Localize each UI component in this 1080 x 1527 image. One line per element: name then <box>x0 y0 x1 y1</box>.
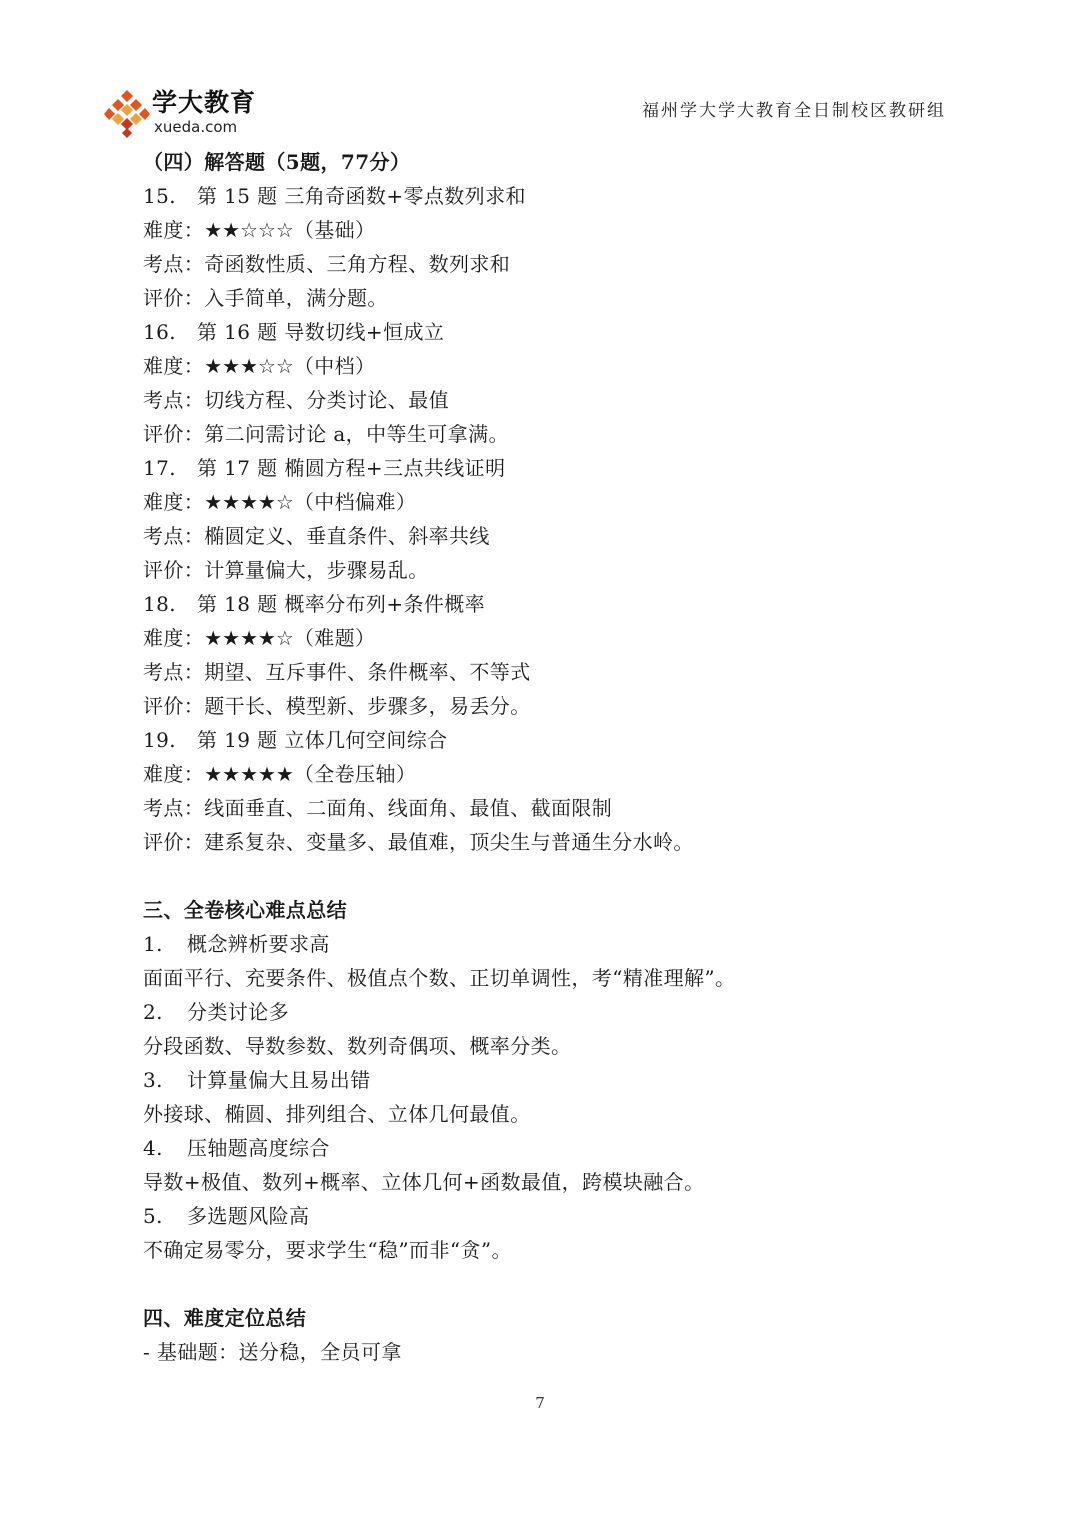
spacer <box>143 859 1023 893</box>
spacer <box>143 1267 1023 1301</box>
question-title-text: 第 15 题 三角奇函数+零点数列求和 <box>197 184 526 208</box>
difficulty-stars: ★★★☆☆ <box>204 354 294 378</box>
summary-item-detail: 不确定易零分，要求学生“稳”而非“贪”。 <box>143 1238 512 1262</box>
difficulty-row <box>143 621 1023 655</box>
comment: 评价：题干长、模型新、步骤多，易丢分。 <box>143 694 531 718</box>
question-title <box>143 587 1023 621</box>
question-number: 15. <box>143 184 177 208</box>
question-title-text: 第 19 题 立体几何空间综合 <box>197 728 448 752</box>
question-title <box>143 179 1023 213</box>
key-points: 考点：切线方程、分类讨论、最值 <box>143 388 449 412</box>
difficulty-note: （基础） <box>293 218 376 242</box>
question-title <box>143 451 1023 485</box>
difficulty-note: （难题） <box>293 626 376 650</box>
question-title-text: 第 18 题 概率分布列+条件概率 <box>197 592 486 616</box>
difficulty-row <box>143 757 1023 791</box>
difficulty-label: 难度： <box>143 354 205 378</box>
positioning-item: - 基础题：送分稳，全员可拿 <box>143 1340 402 1364</box>
key-points: 考点：期望、互斥事件、条件概率、不等式 <box>143 660 531 684</box>
summary-item-title <box>143 1063 1023 1097</box>
summary-item-title-text: 概念辨析要求高 <box>187 932 330 956</box>
difficulty-label: 难度： <box>143 762 205 786</box>
xueda-logo <box>104 88 264 140</box>
difficulty-row <box>143 349 1023 383</box>
comment: 评价：第二问需讨论 a，中等生可拿满。 <box>143 422 509 446</box>
comment: 评价：建系复杂、变量多、最值难，顶尖生与普通生分水岭。 <box>143 830 694 854</box>
question-title-text: 第 16 题 导数切线+恒成立 <box>197 320 445 344</box>
summary-item-title-text: 分类讨论多 <box>187 1000 289 1024</box>
question-number: 18. <box>143 592 177 616</box>
summary-item-number: 1. <box>143 932 163 956</box>
summary-item-title-text: 多选题风险高 <box>187 1204 310 1228</box>
comment: 评价：入手简单，满分题。 <box>143 286 388 310</box>
summary-item-title-text: 压轴题高度综合 <box>187 1136 330 1160</box>
logo-title: 学大教育 <box>152 88 257 117</box>
difficulty-label: 难度： <box>143 626 205 650</box>
difficulty-stars: ★★★★☆ <box>204 490 294 514</box>
difficulty-label: 难度： <box>143 490 205 514</box>
summary-item-title <box>143 1199 1023 1233</box>
positioning-heading: 四、难度定位总结 <box>143 1306 307 1330</box>
summary-item-detail: 外接球、椭圆、排列组合、立体几何最值。 <box>143 1102 531 1126</box>
summary-heading: 三、全卷核心难点总结 <box>143 898 347 922</box>
difficulty-note: （中档偏难） <box>293 490 417 514</box>
summary-item-title-text: 计算量偏大且易出错 <box>187 1068 371 1092</box>
difficulty-stars: ★★★★☆ <box>204 626 294 650</box>
comment: 评价：计算量偏大，步骤易乱。 <box>143 558 429 582</box>
summary-item-title <box>143 927 1023 961</box>
summary-item-title <box>143 995 1023 1029</box>
summary-item-detail: 面面平行、充要条件、极值点个数、正切单调性，考“精准理解”。 <box>143 966 736 990</box>
logo-mark-icon <box>104 88 150 138</box>
difficulty-note: （全卷压轴） <box>293 762 417 786</box>
difficulty-stars: ★★☆☆☆ <box>204 218 294 242</box>
section4-heading: （四）解答题（5题，77分） <box>143 150 411 174</box>
question-number: 17. <box>143 456 177 480</box>
question-title-text: 第 17 题 椭圆方程+三点共线证明 <box>197 456 506 480</box>
document-body <box>143 145 1023 1369</box>
question-title <box>143 723 1023 757</box>
summary-item-number: 2. <box>143 1000 163 1024</box>
org-name: 福州学大学大教育全日制校区教研组 <box>642 101 946 121</box>
difficulty-row <box>143 213 1023 247</box>
summary-item-number: 5. <box>143 1204 163 1228</box>
summary-item-detail: 分段函数、导数参数、数列奇偶项、概率分类。 <box>143 1034 572 1058</box>
summary-item-number: 3. <box>143 1068 163 1092</box>
summary-item-title <box>143 1131 1023 1165</box>
difficulty-label: 难度： <box>143 218 205 242</box>
difficulty-note: （中档） <box>293 354 376 378</box>
summary-item-number: 4. <box>143 1136 163 1160</box>
difficulty-row <box>143 485 1023 519</box>
page-number: 7 <box>535 1394 545 1412</box>
page-header <box>0 0 1080 150</box>
difficulty-stars: ★★★★★ <box>204 762 294 786</box>
question-number: 16. <box>143 320 177 344</box>
summary-item-detail: 导数+极值、数列+概率、立体几何+函数最值，跨模块融合。 <box>143 1170 705 1194</box>
question-title <box>143 315 1023 349</box>
question-number: 19. <box>143 728 177 752</box>
key-points: 考点：奇函数性质、三角方程、数列求和 <box>143 252 511 276</box>
key-points: 考点：线面垂直、二面角、线面角、最值、截面限制 <box>143 796 613 820</box>
key-points: 考点：椭圆定义、垂直条件、斜率共线 <box>143 524 490 548</box>
logo-subtitle: xueda.com <box>154 118 238 136</box>
